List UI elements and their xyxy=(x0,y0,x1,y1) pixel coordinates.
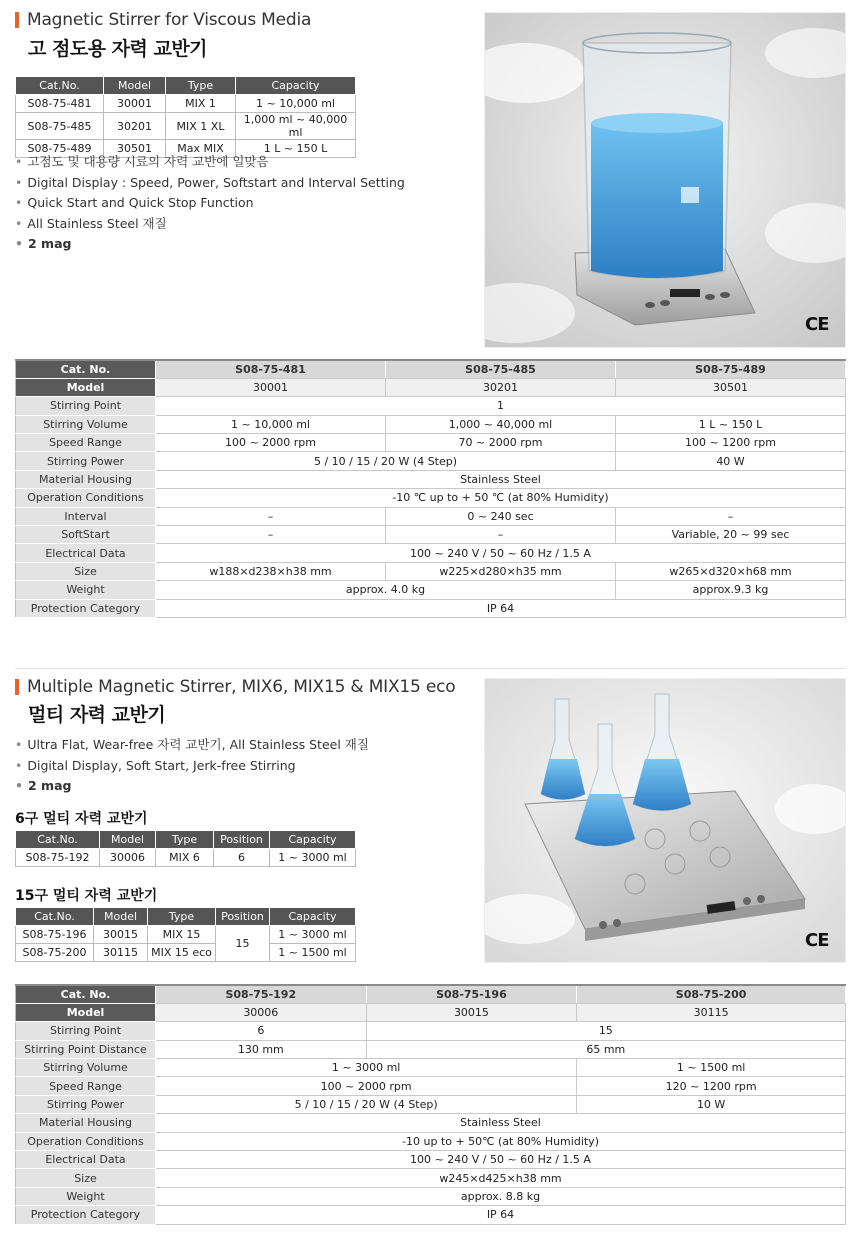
section1-korean-title: 고 점도용 자력 교반기 xyxy=(28,38,208,60)
cell: S08-75-481 xyxy=(16,95,104,113)
section-divider xyxy=(15,668,846,669)
spec-row xyxy=(16,1151,846,1169)
spec-row xyxy=(16,1114,846,1132)
spec-value: – xyxy=(386,526,616,544)
table-row xyxy=(16,113,356,140)
spec-label: Weight xyxy=(16,581,156,599)
spec-value: – xyxy=(156,507,386,525)
spec-row xyxy=(16,599,846,617)
spec-value: 100 ~ 2000 rpm xyxy=(156,434,386,452)
spec-label: Stirring Volume xyxy=(16,415,156,433)
table-row xyxy=(16,944,356,962)
list-item: • Digital Display, Soft Start, Jerk-free Stirring xyxy=(15,756,369,777)
cell: S08-75-485 xyxy=(16,113,104,140)
spec-row-cat xyxy=(16,985,846,1003)
spec-label: Weight xyxy=(16,1187,156,1205)
spec-value: S08-75-481 xyxy=(156,360,386,378)
spec-value: 15 xyxy=(366,1022,845,1040)
col-header: Type xyxy=(148,908,216,926)
spec-value: S08-75-192 xyxy=(156,985,367,1003)
cell: MIX 15 xyxy=(148,926,216,944)
list-item: • 2 mag xyxy=(15,776,369,797)
spec-row xyxy=(16,434,846,452)
list-item: • 2 mag xyxy=(15,234,405,255)
cell: 15 xyxy=(216,926,270,962)
spec-value: w225×d280×h35 mm xyxy=(386,562,616,580)
spec-value: 30001 xyxy=(156,378,386,396)
spec-label: Model xyxy=(16,1003,156,1021)
col-header: Model xyxy=(94,908,148,926)
spec-label: Model xyxy=(16,378,156,396)
cell: 1 ~ 3000 ml xyxy=(270,849,356,867)
spec-value: 10 W xyxy=(577,1095,846,1113)
spec-value: 1 ~ 1500 ml xyxy=(577,1059,846,1077)
cell: Max MIX xyxy=(166,140,236,158)
spec-value: 5 / 10 / 15 / 20 W (4 Step) xyxy=(156,452,616,470)
cell: 1 ~ 3000 ml xyxy=(270,926,356,944)
cell: S08-75-200 xyxy=(16,944,94,962)
spec-label: Material Housing xyxy=(16,1114,156,1132)
cell: 30006 xyxy=(100,849,156,867)
spec-label: SoftStart xyxy=(16,526,156,544)
spec-row xyxy=(16,1206,846,1224)
spec-value: Variable, 20 ~ 99 sec xyxy=(616,526,846,544)
ce-mark: CE xyxy=(805,930,829,951)
spec-value: 65 mm xyxy=(366,1040,845,1058)
col-header: Type xyxy=(156,831,214,849)
section2-spec-table xyxy=(15,984,846,1225)
spec-label: Stirring Point xyxy=(16,1022,156,1040)
spec-row xyxy=(16,544,846,562)
spec-row xyxy=(16,581,846,599)
spec-value: 30501 xyxy=(616,378,846,396)
spec-value: 40 W xyxy=(616,452,846,470)
spec-row xyxy=(16,470,846,488)
spec-value: 1,000 ~ 40,000 ml xyxy=(386,415,616,433)
spec-value: approx. 4.0 kg xyxy=(156,581,616,599)
spec-label: Size xyxy=(16,562,156,580)
cell: 6 xyxy=(214,849,270,867)
col-header: Capacity xyxy=(270,908,356,926)
spec-value: 30006 xyxy=(156,1003,367,1021)
table-row xyxy=(16,849,356,867)
spec-value: 0 ~ 240 sec xyxy=(386,507,616,525)
title-accent-bar xyxy=(15,679,19,695)
spec-label: Operation Conditions xyxy=(16,489,156,507)
spec-row xyxy=(16,562,846,580)
six-position-order-table xyxy=(15,830,356,867)
cell: 1 ~ 1500 ml xyxy=(270,944,356,962)
spec-label: Stirring Power xyxy=(16,1095,156,1113)
cell: 1,000 ml ~ 40,000 ml xyxy=(236,113,356,140)
spec-value: – xyxy=(616,507,846,525)
cell: 1 L ~ 150 L xyxy=(236,140,356,158)
spec-label: Size xyxy=(16,1169,156,1187)
table-row xyxy=(16,926,356,944)
spec-value: -10 ℃ up to + 50 ℃ (at 80% Humidity) xyxy=(156,489,846,507)
spec-label: Cat. No. xyxy=(16,360,156,378)
beaker-illustration xyxy=(485,13,846,348)
spec-row-cat xyxy=(16,360,846,378)
section1-order-table xyxy=(15,76,356,158)
spec-value: S08-75-485 xyxy=(386,360,616,378)
spec-label: Electrical Data xyxy=(16,544,156,562)
spec-row xyxy=(16,526,846,544)
title-accent-bar xyxy=(15,12,19,28)
spec-row xyxy=(16,1132,846,1150)
stirrer-photo-multi xyxy=(484,678,846,963)
spec-row xyxy=(16,1077,846,1095)
section2-title-text: Multiple Magnetic Stirrer, MIX6, MIX15 & MIX15 eco xyxy=(27,677,456,697)
cell: S08-75-192 xyxy=(16,849,100,867)
cell: MIX 1 XL xyxy=(166,113,236,140)
cell: MIX 1 xyxy=(166,95,236,113)
cell: MIX 6 xyxy=(156,849,214,867)
spec-value: 100 ~ 1200 rpm xyxy=(616,434,846,452)
spec-value: 100 ~ 240 V / 50 ~ 60 Hz / 1.5 A xyxy=(156,544,846,562)
spec-row-model xyxy=(16,1003,846,1021)
multi-stirrer-illustration xyxy=(485,679,846,963)
spec-value: 5 / 10 / 15 / 20 W (4 Step) xyxy=(156,1095,577,1113)
col-header: Position xyxy=(214,831,270,849)
spec-value: 70 ~ 2000 rpm xyxy=(386,434,616,452)
col-header: Cat.No. xyxy=(16,831,100,849)
spec-value: approx. 8.8 kg xyxy=(156,1187,846,1205)
cell: S08-75-489 xyxy=(16,140,104,158)
section2-korean-title: 멀티 자력 교반기 xyxy=(28,704,166,726)
list-item: • Ultra Flat, Wear-free 자력 교반기, All Stainless Steel 재질 xyxy=(15,735,369,756)
spec-label: Stirring Power xyxy=(16,452,156,470)
spec-value: -10 up to + 50℃ (at 80% Humidity) xyxy=(156,1132,846,1150)
spec-value: S08-75-489 xyxy=(616,360,846,378)
spec-label: Speed Range xyxy=(16,434,156,452)
ce-mark: CE xyxy=(805,314,829,335)
spec-row xyxy=(16,1187,846,1205)
spec-row xyxy=(16,1169,846,1187)
list-item: • All Stainless Steel 재질 xyxy=(15,214,405,235)
section1-title-text: Magnetic Stirrer for Viscous Media xyxy=(27,10,312,30)
list-item: • Digital Display : Speed, Power, Softstart and Interval Setting xyxy=(15,173,405,194)
spec-value: Stainless Steel xyxy=(156,1114,846,1132)
six-position-title: 6구 멀티 자력 교반기 xyxy=(15,811,148,827)
cell: 1 ~ 10,000 ml xyxy=(236,95,356,113)
section2-feature-list xyxy=(15,735,369,797)
spec-value: 1 ~ 3000 ml xyxy=(156,1059,577,1077)
spec-label: Material Housing xyxy=(16,470,156,488)
cell: 30501 xyxy=(104,140,166,158)
spec-label: Protection Category xyxy=(16,1206,156,1224)
spec-value: w245×d425×h38 mm xyxy=(156,1169,846,1187)
spec-label: Cat. No. xyxy=(16,985,156,1003)
spec-row xyxy=(16,1095,846,1113)
spec-row xyxy=(16,415,846,433)
spec-label: Stirring Point Distance xyxy=(16,1040,156,1058)
cell: 30015 xyxy=(94,926,148,944)
spec-row xyxy=(16,452,846,470)
cell: 30115 xyxy=(94,944,148,962)
section1-feature-list xyxy=(15,152,405,255)
fifteen-position-order-table xyxy=(15,907,356,962)
col-header: Position xyxy=(216,908,270,926)
spec-label: Speed Range xyxy=(16,1077,156,1095)
cell: 30201 xyxy=(104,113,166,140)
spec-label: Electrical Data xyxy=(16,1151,156,1169)
spec-label: Protection Category xyxy=(16,599,156,617)
spec-value: approx.9.3 kg xyxy=(616,581,846,599)
spec-value: 130 mm xyxy=(156,1040,367,1058)
spec-value: Stainless Steel xyxy=(156,470,846,488)
spec-value: S08-75-196 xyxy=(366,985,577,1003)
spec-value: IP 64 xyxy=(156,599,846,617)
spec-value: – xyxy=(156,526,386,544)
spec-value: S08-75-200 xyxy=(577,985,846,1003)
spec-row xyxy=(16,1059,846,1077)
spec-value: 100 ~ 240 V / 50 ~ 60 Hz / 1.5 A xyxy=(156,1151,846,1169)
spec-row xyxy=(16,507,846,525)
spec-row xyxy=(16,397,846,415)
spec-row xyxy=(16,489,846,507)
col-header: Type xyxy=(166,77,236,95)
spec-row xyxy=(16,1040,846,1058)
spec-row-model xyxy=(16,378,846,396)
spec-value: 1 L ~ 150 L xyxy=(616,415,846,433)
section1-spec-table xyxy=(15,359,846,618)
col-header: Model xyxy=(100,831,156,849)
spec-value: 100 ~ 2000 rpm xyxy=(156,1077,577,1095)
spec-label: Interval xyxy=(16,507,156,525)
spec-label: Stirring Volume xyxy=(16,1059,156,1077)
spec-label: Operation Conditions xyxy=(16,1132,156,1150)
table-row xyxy=(16,95,356,113)
section1-title xyxy=(15,10,311,30)
spec-value: 30015 xyxy=(366,1003,577,1021)
cell: 30001 xyxy=(104,95,166,113)
spec-value: 30115 xyxy=(577,1003,846,1021)
spec-value: 120 ~ 1200 rpm xyxy=(577,1077,846,1095)
col-header: Cat.No. xyxy=(16,908,94,926)
col-header: Capacity xyxy=(270,831,356,849)
list-item: • Quick Start and Quick Stop Function xyxy=(15,193,405,214)
stirrer-photo-beaker xyxy=(484,12,846,348)
spec-value: w188×d238×h38 mm xyxy=(156,562,386,580)
spec-label: Stirring Point xyxy=(16,397,156,415)
spec-value: 6 xyxy=(156,1022,367,1040)
spec-value: w265×d320×h68 mm xyxy=(616,562,846,580)
cell: S08-75-196 xyxy=(16,926,94,944)
section2-title xyxy=(15,677,455,697)
spec-value: 30201 xyxy=(386,378,616,396)
fifteen-position-title: 15구 멀티 자력 교반기 xyxy=(15,888,158,904)
col-header: Model xyxy=(104,77,166,95)
col-header: Capacity xyxy=(236,77,356,95)
spec-row xyxy=(16,1022,846,1040)
cell: MIX 15 eco xyxy=(148,944,216,962)
spec-value: 1 ~ 10,000 ml xyxy=(156,415,386,433)
col-header: Cat.No. xyxy=(16,77,104,95)
spec-value: IP 64 xyxy=(156,1206,846,1224)
spec-value: 1 xyxy=(156,397,846,415)
list-item: • 고점도 및 대용량 시료의 자력 교반에 일맞음 xyxy=(15,152,405,173)
